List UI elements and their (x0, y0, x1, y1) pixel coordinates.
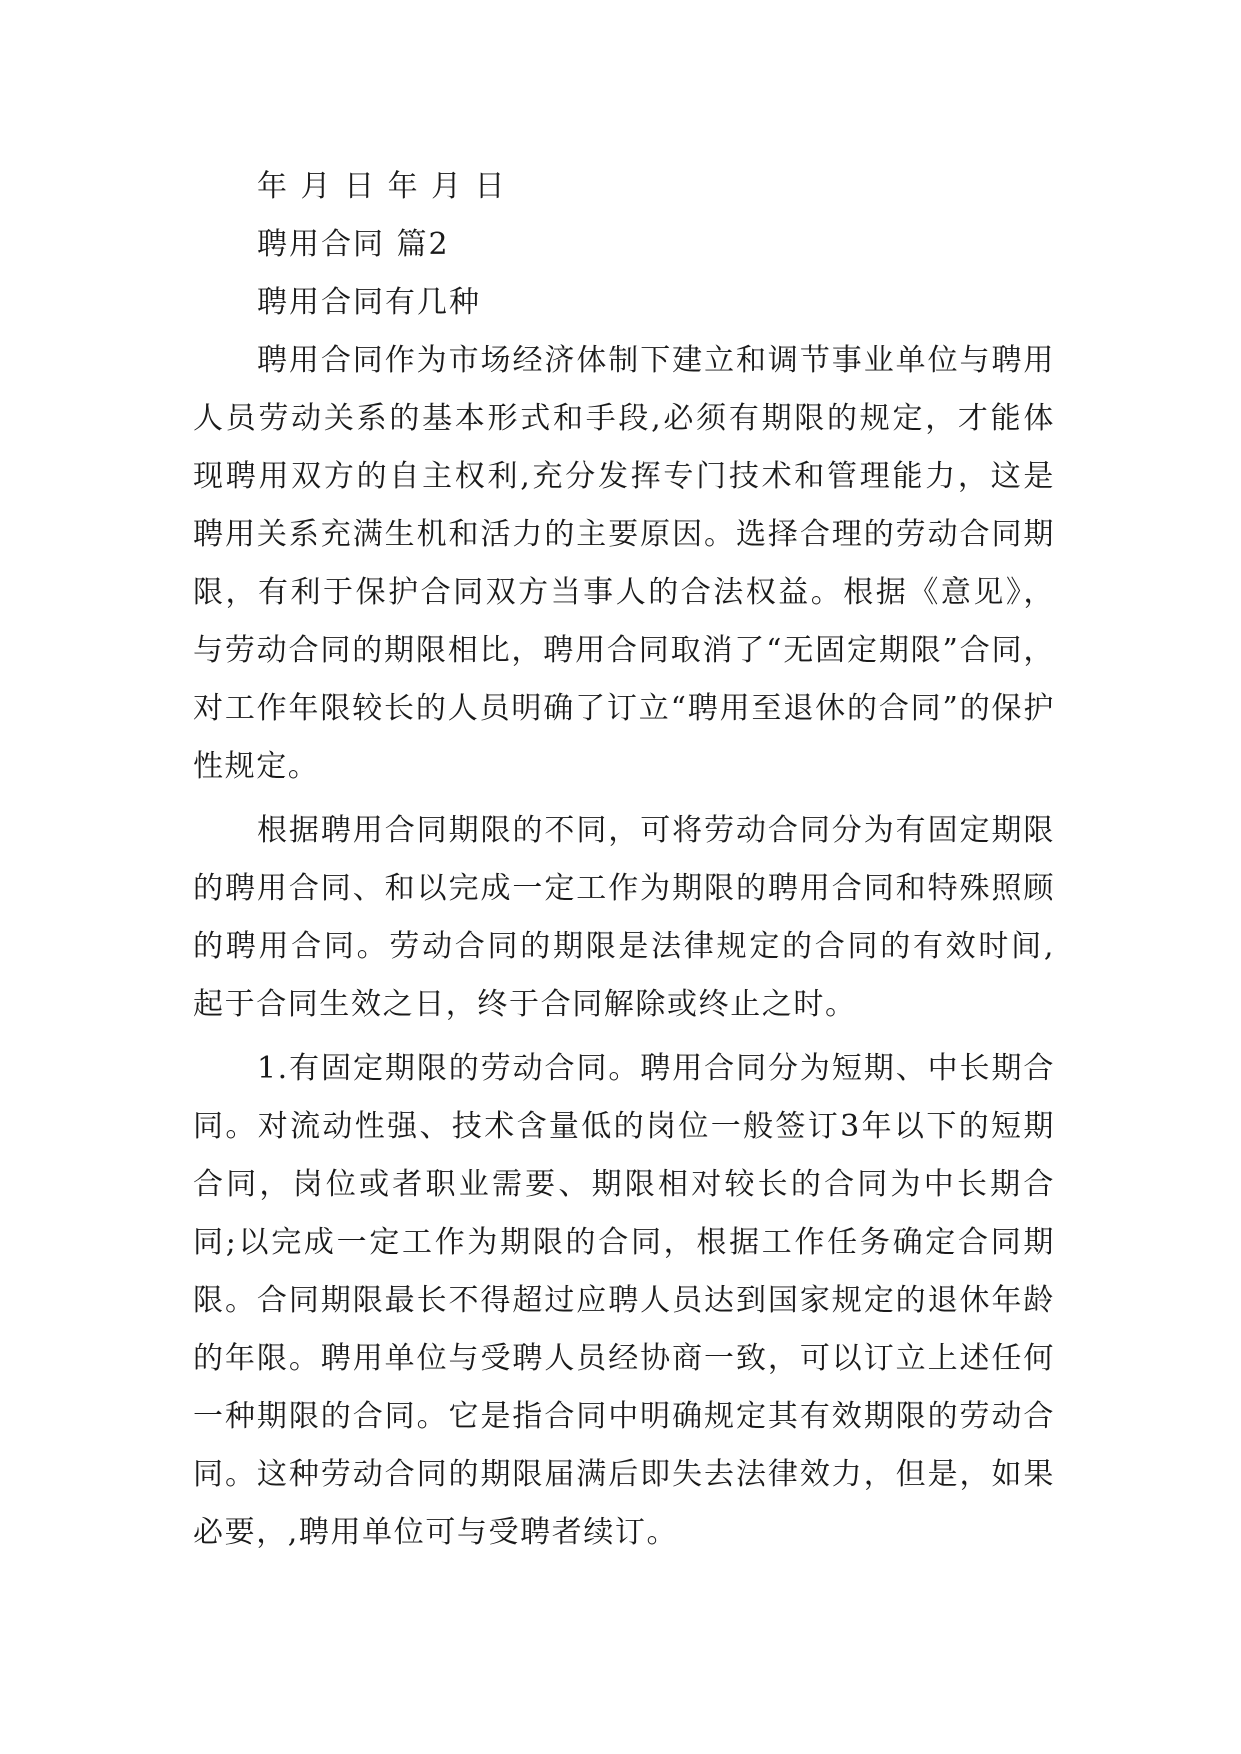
paragraph-3: 1.有固定期限的劳动合同。聘用合同分为短期、中长期合同。对流动性强、技术含量低的岗位一般签订3年以下的短期合同，岗位或者职业需要、期限相对较长的合同为中长期合同;以完成一定工作为期限的合同，根据工作任务确定合同期限。合同期限最长不得超过应聘人员达到国家规定的退休年龄的年限。聘用单位与受聘人员经协商一致，可以订立上述任何一种期限的合同。它是指合同中明确规定其有效期限的劳动合同。这种劳动合同的期限届满后即失去法律效力，但是，如果必要，,聘用单位可与受聘者续订。 (193, 1051, 1055, 1550)
subtitle: 聘用合同有几种 (257, 285, 481, 320)
paragraph-1: 聘用合同作为市场经济体制下建立和调节事业单位与聘用人员劳动关系的基本形式和手段,必须有期限的规定，才能体现聘用双方的自主权利,充分发挥专门技术和管理能力，这是聘用关系充满生机和活力的主要原因。选择合理的劳动合同期限，有利于保护合同双方当事人的合法权益。根据《意见》，与劳动合同的期限相比，聘用合同取消了“无固定期限”合同，对工作年限较长的人员明确了订立“聘用至退休的合同”的保护性规定。 (193, 343, 1055, 784)
paragraph-2: 根据聘用合同期限的不同，可将劳动合同分为有固定期限的聘用合同、和以完成一定工作为期限的聘用合同和特殊照顾的聘用合同。劳动合同的期限是法律规定的合同的有效时间,起于合同生效之日，终于合同解除或终止之时。 (193, 813, 1055, 1022)
date-line: 年 月 日 年 月 日 (257, 169, 507, 204)
document-body (193, 158, 1055, 1562)
section-title: 聘用合同 篇2 (257, 227, 450, 262)
